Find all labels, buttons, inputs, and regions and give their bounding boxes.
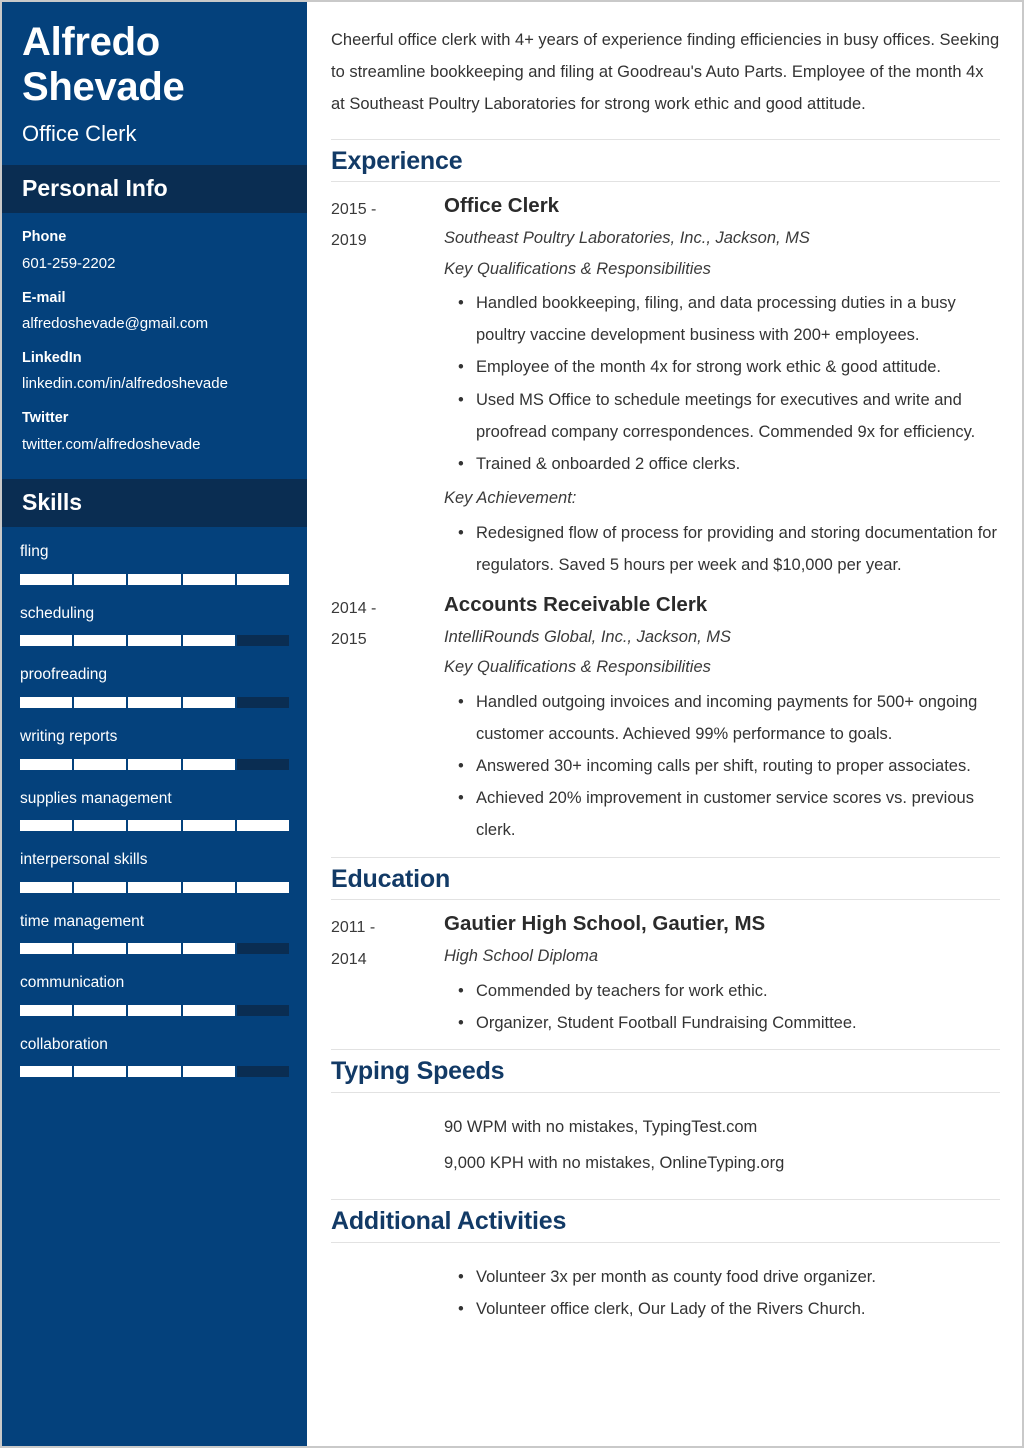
- bullet-list: [444, 1261, 1000, 1325]
- typing-speeds-section: [331, 1049, 1000, 1199]
- experience-section-header: [331, 139, 1000, 183]
- skill-tick: [237, 1066, 289, 1077]
- entry-date-start: 2015 -: [331, 201, 377, 219]
- bullet-list: [444, 975, 1000, 1039]
- skill-level-bar: [20, 697, 289, 708]
- entry-date-start: 2011 -: [331, 919, 376, 937]
- skill-level-bar: [20, 1066, 289, 1077]
- skill-name: communication: [20, 974, 125, 992]
- experience-section: [331, 139, 1000, 853]
- skill-name: time management: [20, 912, 145, 930]
- skill-name: supplies management: [20, 789, 172, 807]
- skill-level-bar: [20, 1005, 289, 1016]
- personal-info-item: [22, 229, 287, 272]
- typing-speeds-section-header: [331, 1049, 1000, 1093]
- candidate-name-line1: Alfredo: [22, 20, 160, 64]
- skill-name: writing reports: [20, 727, 118, 745]
- bullet-item: • Employee of the month 4x for strong work ethic & good attitude.: [458, 351, 1000, 383]
- bullet-item: • Answered 30+ incoming calls per shift, routing to proper associates.: [458, 750, 1000, 782]
- skill-item: [20, 728, 289, 770]
- skill-item: [20, 543, 289, 585]
- education-section: [331, 857, 1000, 1045]
- skill-name: collaboration: [20, 1035, 108, 1053]
- bullet-list: [444, 686, 1000, 847]
- experience-heading: Experience: [331, 146, 463, 175]
- skill-tick: [237, 943, 289, 954]
- personal-info-value[interactable]: twitter.com/alfredoshevade: [22, 435, 201, 453]
- resume-entry: [331, 591, 1000, 853]
- entry-subheading: Key Qualifications & Responsibilities: [444, 259, 711, 278]
- additional-activities-heading: Additional Activities: [331, 1207, 567, 1236]
- skill-level-fill: [20, 943, 235, 954]
- entry-date-end: 2019: [331, 232, 367, 250]
- skill-item: [20, 666, 289, 708]
- skills-heading: Skills: [22, 488, 83, 515]
- entry-date-range: [331, 192, 444, 256]
- skill-name: proofreading: [20, 666, 108, 684]
- skill-name: scheduling: [20, 604, 95, 622]
- skill-level-fill: [20, 574, 289, 585]
- bullet-item: • Achieved 20% improvement in customer service scores vs. previous clerk.: [458, 782, 1000, 846]
- bullet-item: • Redesigned flow of process for providing and storing documentation for regulators. Saved 5 hours per week and $10,000 per year.: [458, 517, 1000, 581]
- entry-date-start: 2014 -: [331, 600, 377, 617]
- bullet-item: • Volunteer office clerk, Our Lady of the Rivers Church.: [458, 1293, 1000, 1325]
- entry-date-range: [331, 591, 444, 655]
- skill-level-bar: [20, 759, 289, 770]
- entry-organization: High School Diploma: [444, 947, 599, 966]
- skill-item: [20, 1036, 289, 1078]
- bullet-item: • Handled outgoing invoices and incoming payments for 500+ ongoing customer accounts. Achieved 99% performance to goals.: [458, 686, 1000, 750]
- personal-info-heading: Personal Info: [22, 174, 168, 201]
- skill-level-fill: [20, 759, 235, 770]
- skill-level-fill: [20, 882, 289, 893]
- personal-info-value[interactable]: alfredoshevade@gmail.com: [22, 315, 209, 333]
- education-section-header: [331, 857, 1000, 901]
- entry-date-range: [331, 910, 444, 974]
- bullet-item: • Handled bookkeeping, filing, and data processing duties in a busy poultry vaccine development business with 200+ employees.: [458, 287, 1000, 351]
- skill-item: [20, 605, 289, 647]
- resume-entry: [331, 192, 1000, 587]
- entry-body: [444, 910, 1000, 1045]
- resume-entry: [331, 910, 1000, 1045]
- candidate-job-title: Office Clerk: [22, 121, 137, 147]
- personal-info-label: Phone: [22, 229, 67, 246]
- typing-speed-line: 90 WPM with no mistakes, TypingTest.com: [444, 1117, 758, 1136]
- entry-title: Gautier High School, Gautier, MS: [444, 912, 766, 936]
- entry-title: Accounts Receivable Clerk: [444, 593, 708, 616]
- personal-info-label: LinkedIn: [22, 350, 82, 367]
- skill-level-fill: [20, 820, 289, 831]
- skill-tick: [237, 1005, 289, 1016]
- skill-level-bar: [20, 943, 289, 954]
- entry-body: [444, 591, 1000, 853]
- additional-activities-section: [331, 1199, 1000, 1325]
- entry-organization: IntelliRounds Global, Inc., Jackson, MS: [444, 627, 732, 646]
- personal-info-item: [22, 290, 287, 333]
- skills-header: [2, 479, 307, 527]
- skill-item: [20, 913, 289, 955]
- skill-level-bar: [20, 635, 289, 646]
- skill-level-fill: [20, 1005, 235, 1016]
- skill-level-fill: [20, 697, 235, 708]
- skill-level-fill: [20, 635, 235, 646]
- personal-info-label: E-mail: [22, 289, 66, 306]
- skill-name: fling: [20, 543, 49, 561]
- candidate-name-line2: Shevade: [22, 65, 185, 110]
- skill-item: [20, 790, 289, 832]
- experience-entries: [331, 192, 1000, 852]
- identity-block: [2, 2, 307, 165]
- typing-speed-line: 9,000 KPH with no mistakes, OnlineTyping.org: [444, 1153, 785, 1172]
- personal-info-value[interactable]: 601-259-2202: [22, 254, 116, 272]
- skill-level-fill: [20, 1066, 235, 1077]
- entry-title: Office Clerk: [444, 194, 560, 218]
- sidebar: [2, 2, 307, 1446]
- entry-organization: Southeast Poultry Laboratories, Inc., Jackson, MS: [444, 228, 810, 247]
- personal-info-header: [2, 165, 307, 213]
- bullet-item: • Volunteer 3x per month as county food drive organizer.: [458, 1261, 1000, 1293]
- entry-subheading: Key Achievement:: [444, 489, 577, 508]
- personal-info-value[interactable]: linkedin.com/in/alfredoshevade: [22, 375, 228, 393]
- skill-tick: [237, 635, 289, 646]
- spacer: [331, 1183, 1000, 1199]
- professional-summary: Cheerful office clerk with 4+ years of experience finding efficiencies in busy offices. Seeking to streamline bookkeeping and filing at Goodreau's Auto Parts. Employee of the month 4x at Southeast Poultry Laboratories for strong work ethic and good attitude.: [331, 31, 1000, 114]
- entry-date-end: 2014: [331, 950, 367, 968]
- bullet-item: • Used MS Office to schedule meetings for executives and write and proofread company correspondences. Commended 9x for efficiency.: [458, 384, 1000, 448]
- education-heading: Education: [331, 864, 451, 893]
- skill-name: interpersonal skills: [20, 851, 148, 869]
- personal-info-list: [2, 213, 307, 479]
- bullet-item: • Trained & onboarded 2 office clerks.: [458, 448, 1000, 480]
- personal-info-item: [22, 350, 287, 393]
- skills-list: [2, 527, 307, 1117]
- skill-level-bar: [20, 820, 289, 831]
- bullet-list: [444, 517, 1000, 581]
- skill-item: [20, 851, 289, 893]
- entry-subheading: Key Qualifications & Responsibilities: [444, 658, 711, 677]
- candidate-name: [22, 20, 287, 110]
- bullet-item: • Commended by teachers for work ethic.: [458, 975, 1000, 1007]
- entry-date-end: 2015: [331, 631, 367, 649]
- additional-activities-section-header: [331, 1199, 1000, 1243]
- personal-info-item: [22, 410, 287, 453]
- skill-level-bar: [20, 574, 289, 585]
- education-entries: [331, 910, 1000, 1045]
- entry-body: [444, 192, 1000, 587]
- additional-activities-list: [331, 1261, 1000, 1325]
- bullet-list: [444, 287, 1000, 480]
- main-content: [307, 2, 1022, 1446]
- skill-level-bar: [20, 882, 289, 893]
- spacer: [331, 1253, 1000, 1261]
- skill-tick: [237, 759, 289, 770]
- skill-tick: [237, 697, 289, 708]
- bullet-item: • Organizer, Student Football Fundraising Committee.: [458, 1007, 1000, 1039]
- typing-speeds-heading: Typing Speeds: [331, 1056, 505, 1085]
- spacer: [331, 1103, 1000, 1111]
- personal-info-label: Twitter: [22, 410, 69, 427]
- skill-item: [20, 974, 289, 1016]
- typing-speeds-lines: [331, 1111, 1000, 1179]
